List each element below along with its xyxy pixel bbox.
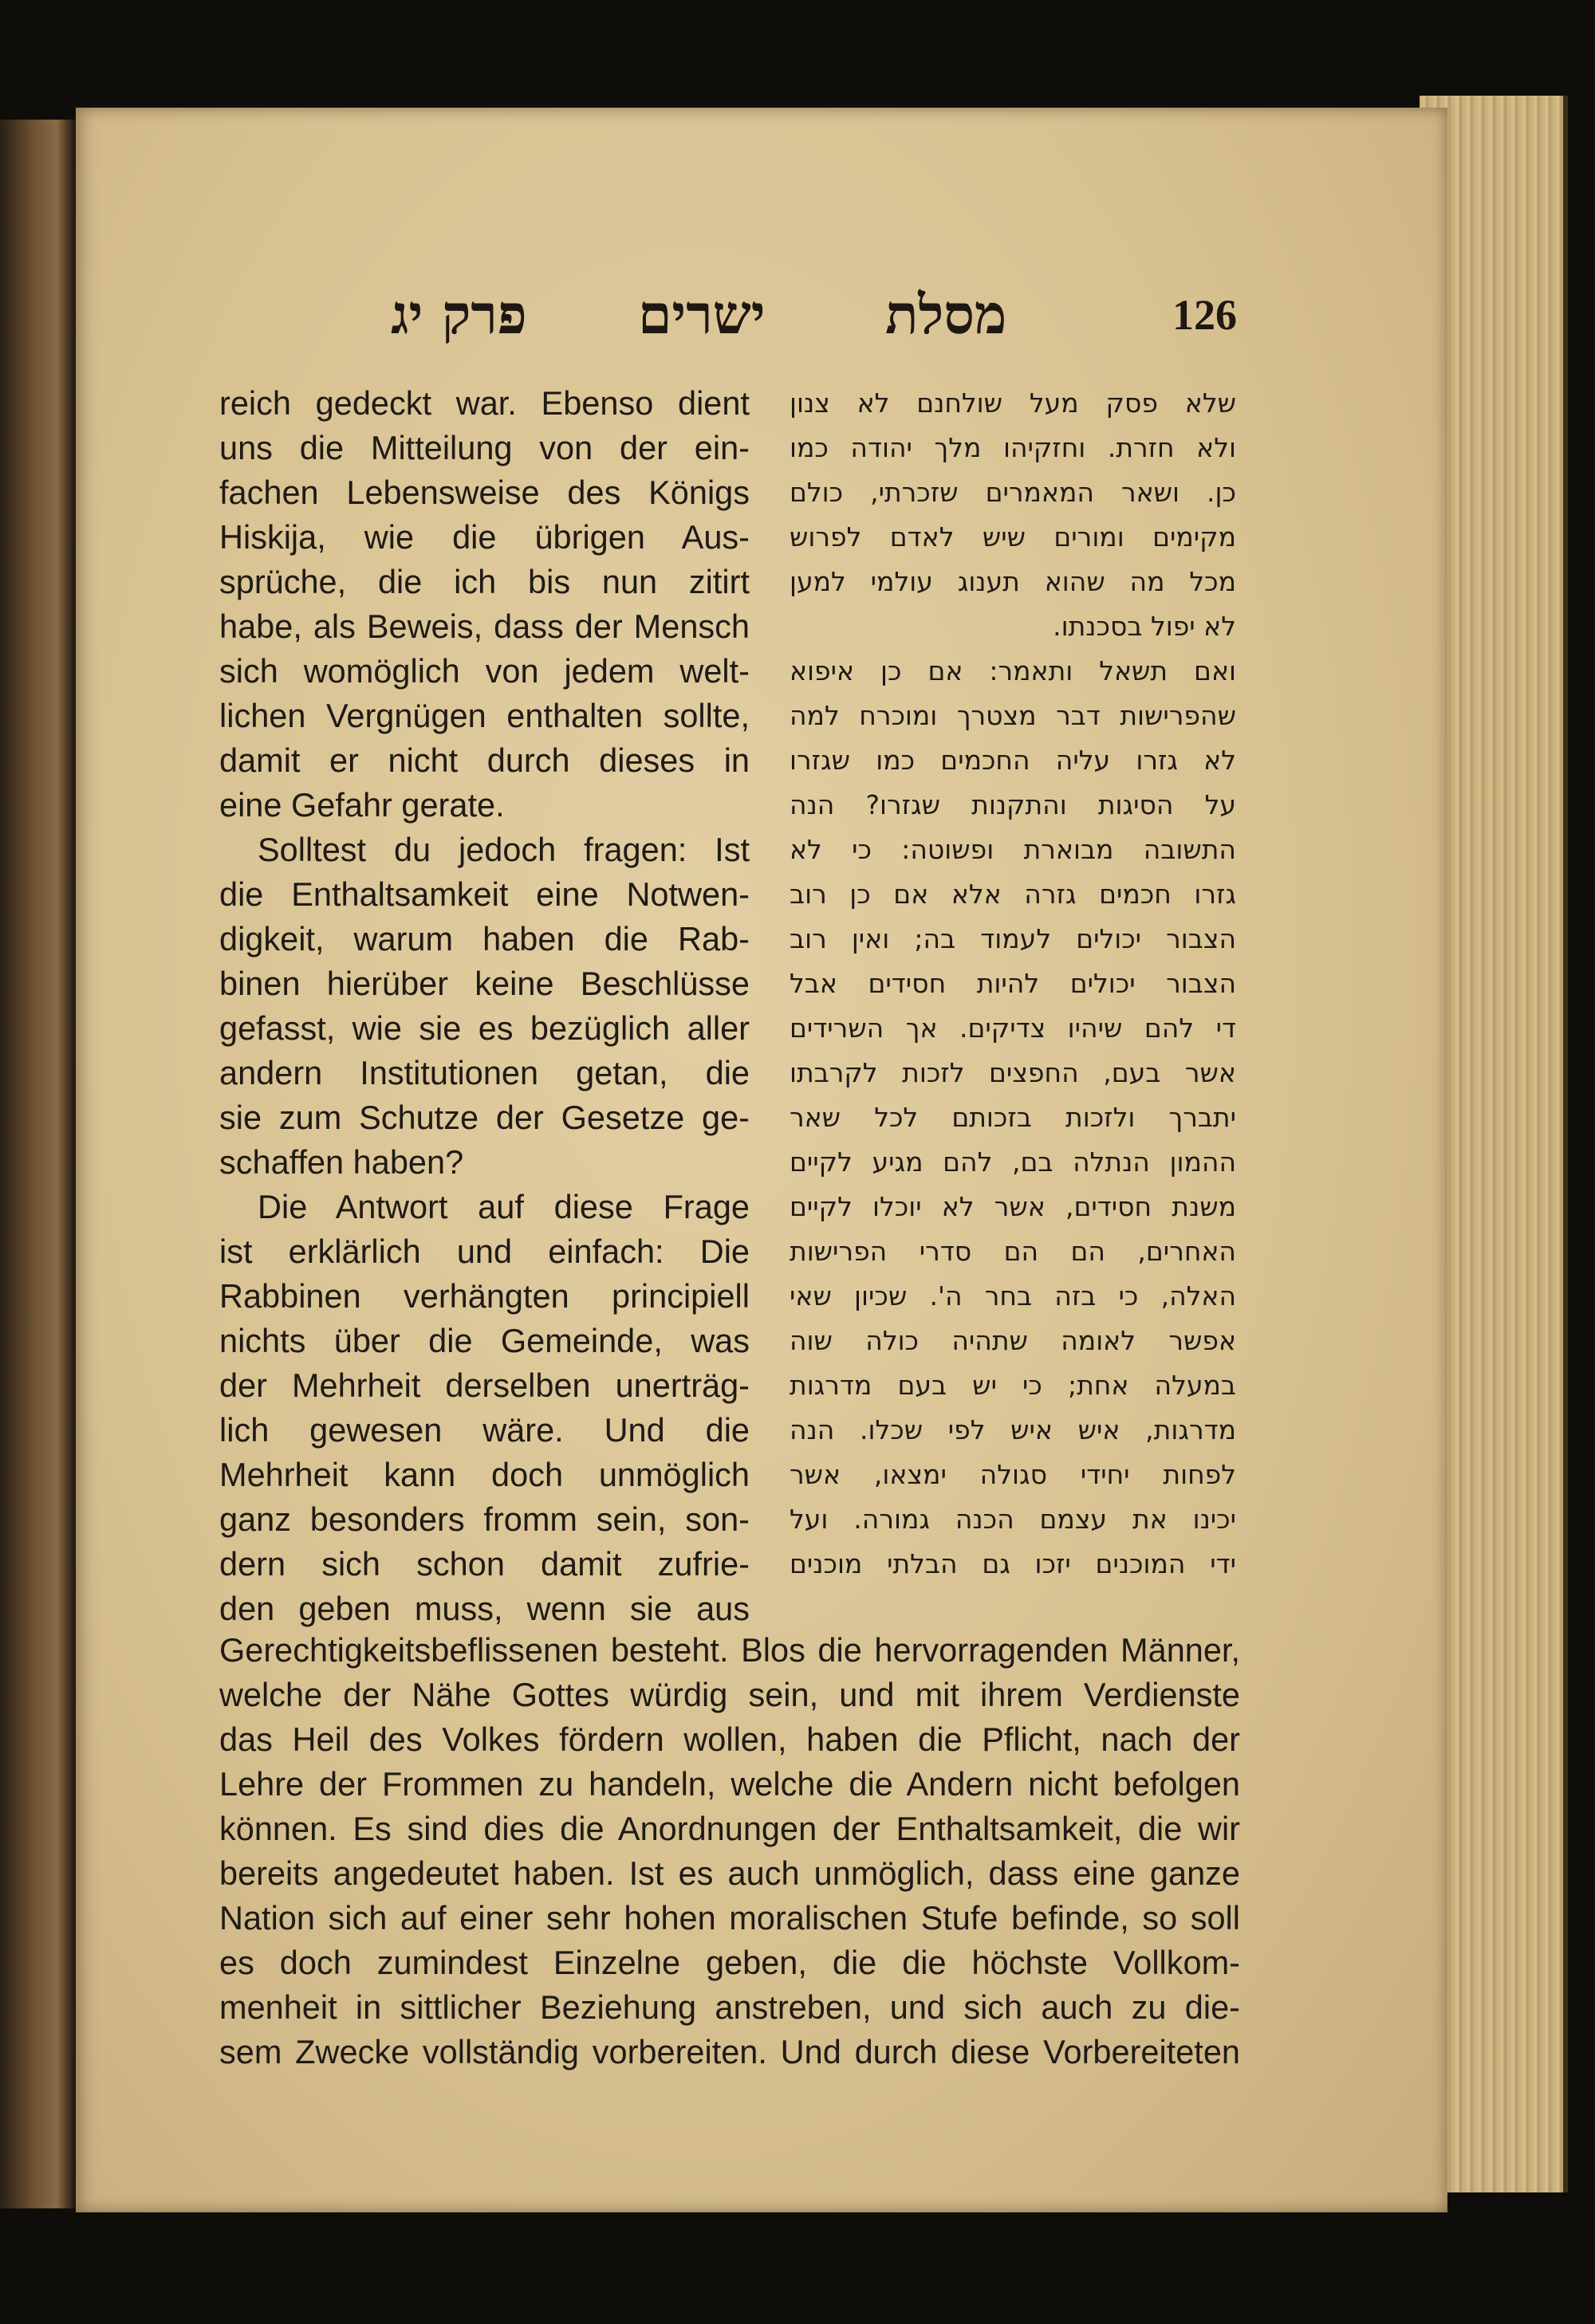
- text-line: binen hierüber keine Beschlüsse: [219, 965, 750, 1002]
- text-line: reich gedeckt war. Ebenso dient: [219, 384, 750, 422]
- german-translation-column: [219, 381, 750, 1631]
- text-line: שלא פסק מעל שולחנם לא צנון: [790, 387, 1236, 419]
- text-line: Lehre der Frommen zu handeln, welche die Andern nicht befolgen: [219, 1765, 1240, 1803]
- text-line: ההמון הנתלה בם, להם מגיע לקיים: [790, 1146, 1236, 1178]
- text-line: lichen Vergnügen enthalten sollte,: [219, 697, 750, 734]
- text-line: התשובה מבוארת ופשוטה: כי לא: [790, 834, 1236, 865]
- text-line: lich gewesen wäre. Und die: [219, 1411, 750, 1449]
- adjacent-page-edge: [0, 120, 76, 2208]
- hebrew-text-column: [790, 381, 1236, 1587]
- text-line: מקימים ומורים שיש לאדם לפרוש: [790, 521, 1236, 552]
- text-line: הצבור יכולים להיות חסידים אבל: [790, 968, 1236, 999]
- text-line: אפשר לאומה שתהיה כולה שוה: [790, 1325, 1236, 1356]
- text-line: digkeit, warum haben die Rab-: [219, 920, 750, 958]
- text-line: האחרים, הם הם סדרי הפרישות: [790, 1236, 1236, 1267]
- book-title-word: ישרים: [638, 283, 766, 347]
- text-line: habe, als Beweis, dass der Mensch: [219, 608, 750, 645]
- text-line: Hiskija, wie die übrigen Aus-: [219, 518, 750, 556]
- page-number: 126: [1172, 291, 1237, 339]
- text-line: ganz besonders fromm sein, son-: [219, 1500, 750, 1538]
- text-line: damit er nicht durch dieses in: [219, 741, 750, 779]
- text-line: לא יפול בסכנתו.: [1053, 611, 1236, 642]
- text-line: sich womöglich von jedem welt-: [219, 652, 750, 690]
- text-line: fachen Lebensweise des Königs: [219, 474, 750, 511]
- text-line: ולא חזרת. וחזקיהו מלך יהודה כמו: [790, 432, 1236, 463]
- text-line: במעלה אחת; כי יש בעם מדרגות: [790, 1370, 1236, 1401]
- running-head: [375, 283, 1252, 347]
- text-line: משנת חסידים, אשר לא יוכלו לקיים: [790, 1191, 1236, 1222]
- text-line: schaffen haben?: [219, 1143, 464, 1181]
- text-line: לא גזרו עליה החכמים כמו שגזרו: [790, 745, 1236, 776]
- text-line: eine Gefahr gerate.: [219, 786, 505, 824]
- text-line: bereits angedeutet haben. Ist es auch unmöglich, dass eine ganze: [219, 1854, 1240, 1892]
- text-line: כן. ושאר המאמרים שזכרתי, כולם: [790, 477, 1236, 508]
- text-line: sprüche, die ich bis nun zitirt: [219, 563, 750, 600]
- text-line: די להם שיהיו צדיקים. אך השרידים: [790, 1013, 1236, 1044]
- text-line: die Enthaltsamkeit eine Notwen-: [219, 875, 750, 913]
- text-line: Die Antwort auf diese Frage: [258, 1188, 750, 1225]
- text-line: ואם תשאל ותאמר: אם כן איפוא: [790, 655, 1236, 686]
- text-line: מכל מה שהוא תענוג עולמי למען: [790, 566, 1236, 597]
- text-line: andern Institutionen getan, die: [219, 1054, 750, 1091]
- text-line: שהפרישות דבר מצטרך ומוכרח למה: [790, 700, 1236, 731]
- text-line: dern sich schon damit zufrie-: [219, 1545, 750, 1583]
- text-line: Nation sich auf einer sehr hohen moralischen Stufe befinde, so soll: [219, 1899, 1240, 1937]
- text-line: nichts über die Gemeinde, was: [219, 1322, 750, 1359]
- text-line: יתברך ולזכות בזכותם לכל שאר: [790, 1102, 1236, 1133]
- text-line: ist erklärlich und einfach: Die: [219, 1233, 750, 1270]
- text-line: menheit in sittlicher Beziehung anstreben, und sich auch zu die-: [219, 1988, 1240, 2026]
- text-line: Rabbinen verhängten principiell: [219, 1277, 750, 1315]
- text-line: den geben muss, wenn sie aus: [219, 1590, 750, 1627]
- text-line: על הסיגות והתקנות שגזרו? הנה: [790, 789, 1236, 820]
- text-line: Solltest du jedoch fragen: Ist: [258, 831, 750, 868]
- text-line: האלה, כי בזה בחר ה'. שכיון שאי: [790, 1280, 1236, 1311]
- text-line: גזרו חכמים גזרה אלא אם כן רוב: [790, 879, 1236, 910]
- text-line: אשר בעם, החפצים לזכות לקרבתו: [790, 1057, 1236, 1088]
- text-line: sem Zwecke vollständig vorbereiten. Und durch diese Vorbereiteten: [219, 2033, 1240, 2070]
- text-line: uns die Mitteilung von der ein-: [219, 429, 750, 466]
- text-line: Mehrheit kann doch unmöglich: [219, 1456, 750, 1493]
- full-width-paragraph: [219, 1628, 1240, 2074]
- text-line: das Heil des Volkes fördern wollen, haben die Pflicht, nach der: [219, 1720, 1240, 1758]
- text-line: Gerechtigkeitsbeflissenen besteht. Blos die hervorragenden Männer,: [219, 1631, 1240, 1669]
- text-line: der Mehrheit derselben unerträg-: [219, 1366, 750, 1404]
- text-line: sie zum Schutze der Gesetze ge-: [219, 1099, 750, 1136]
- text-line: können. Es sind dies die Anordnungen der Enthaltsamkeit, die wir: [219, 1810, 1240, 1847]
- text-line: מדרגות, איש איש לפי שכלו. הנה: [790, 1414, 1236, 1445]
- text-line: ידי המוכנים יזכו גם הבלתי מוכנים: [790, 1548, 1236, 1579]
- text-line: welche der Nähe Gottes würdig sein, und mit ihrem Verdienste: [219, 1676, 1240, 1713]
- text-line: הצבור יכולים לעמוד בה; ואין רוב: [790, 923, 1236, 954]
- book-title-word: מסלת: [885, 283, 1007, 347]
- text-line: es doch zumindest Einzelne geben, die die höchste Vollkom-: [219, 1944, 1240, 1981]
- chapter-heading: פרק יג: [391, 283, 527, 347]
- text-line: לפחות יחידי סגולה ימצאו, אשר: [790, 1459, 1236, 1490]
- text-line: gefasst, wie sie es bezüglich aller: [219, 1009, 750, 1047]
- text-line: יכינו את עצמם הכנה גמורה. ועל: [790, 1504, 1236, 1535]
